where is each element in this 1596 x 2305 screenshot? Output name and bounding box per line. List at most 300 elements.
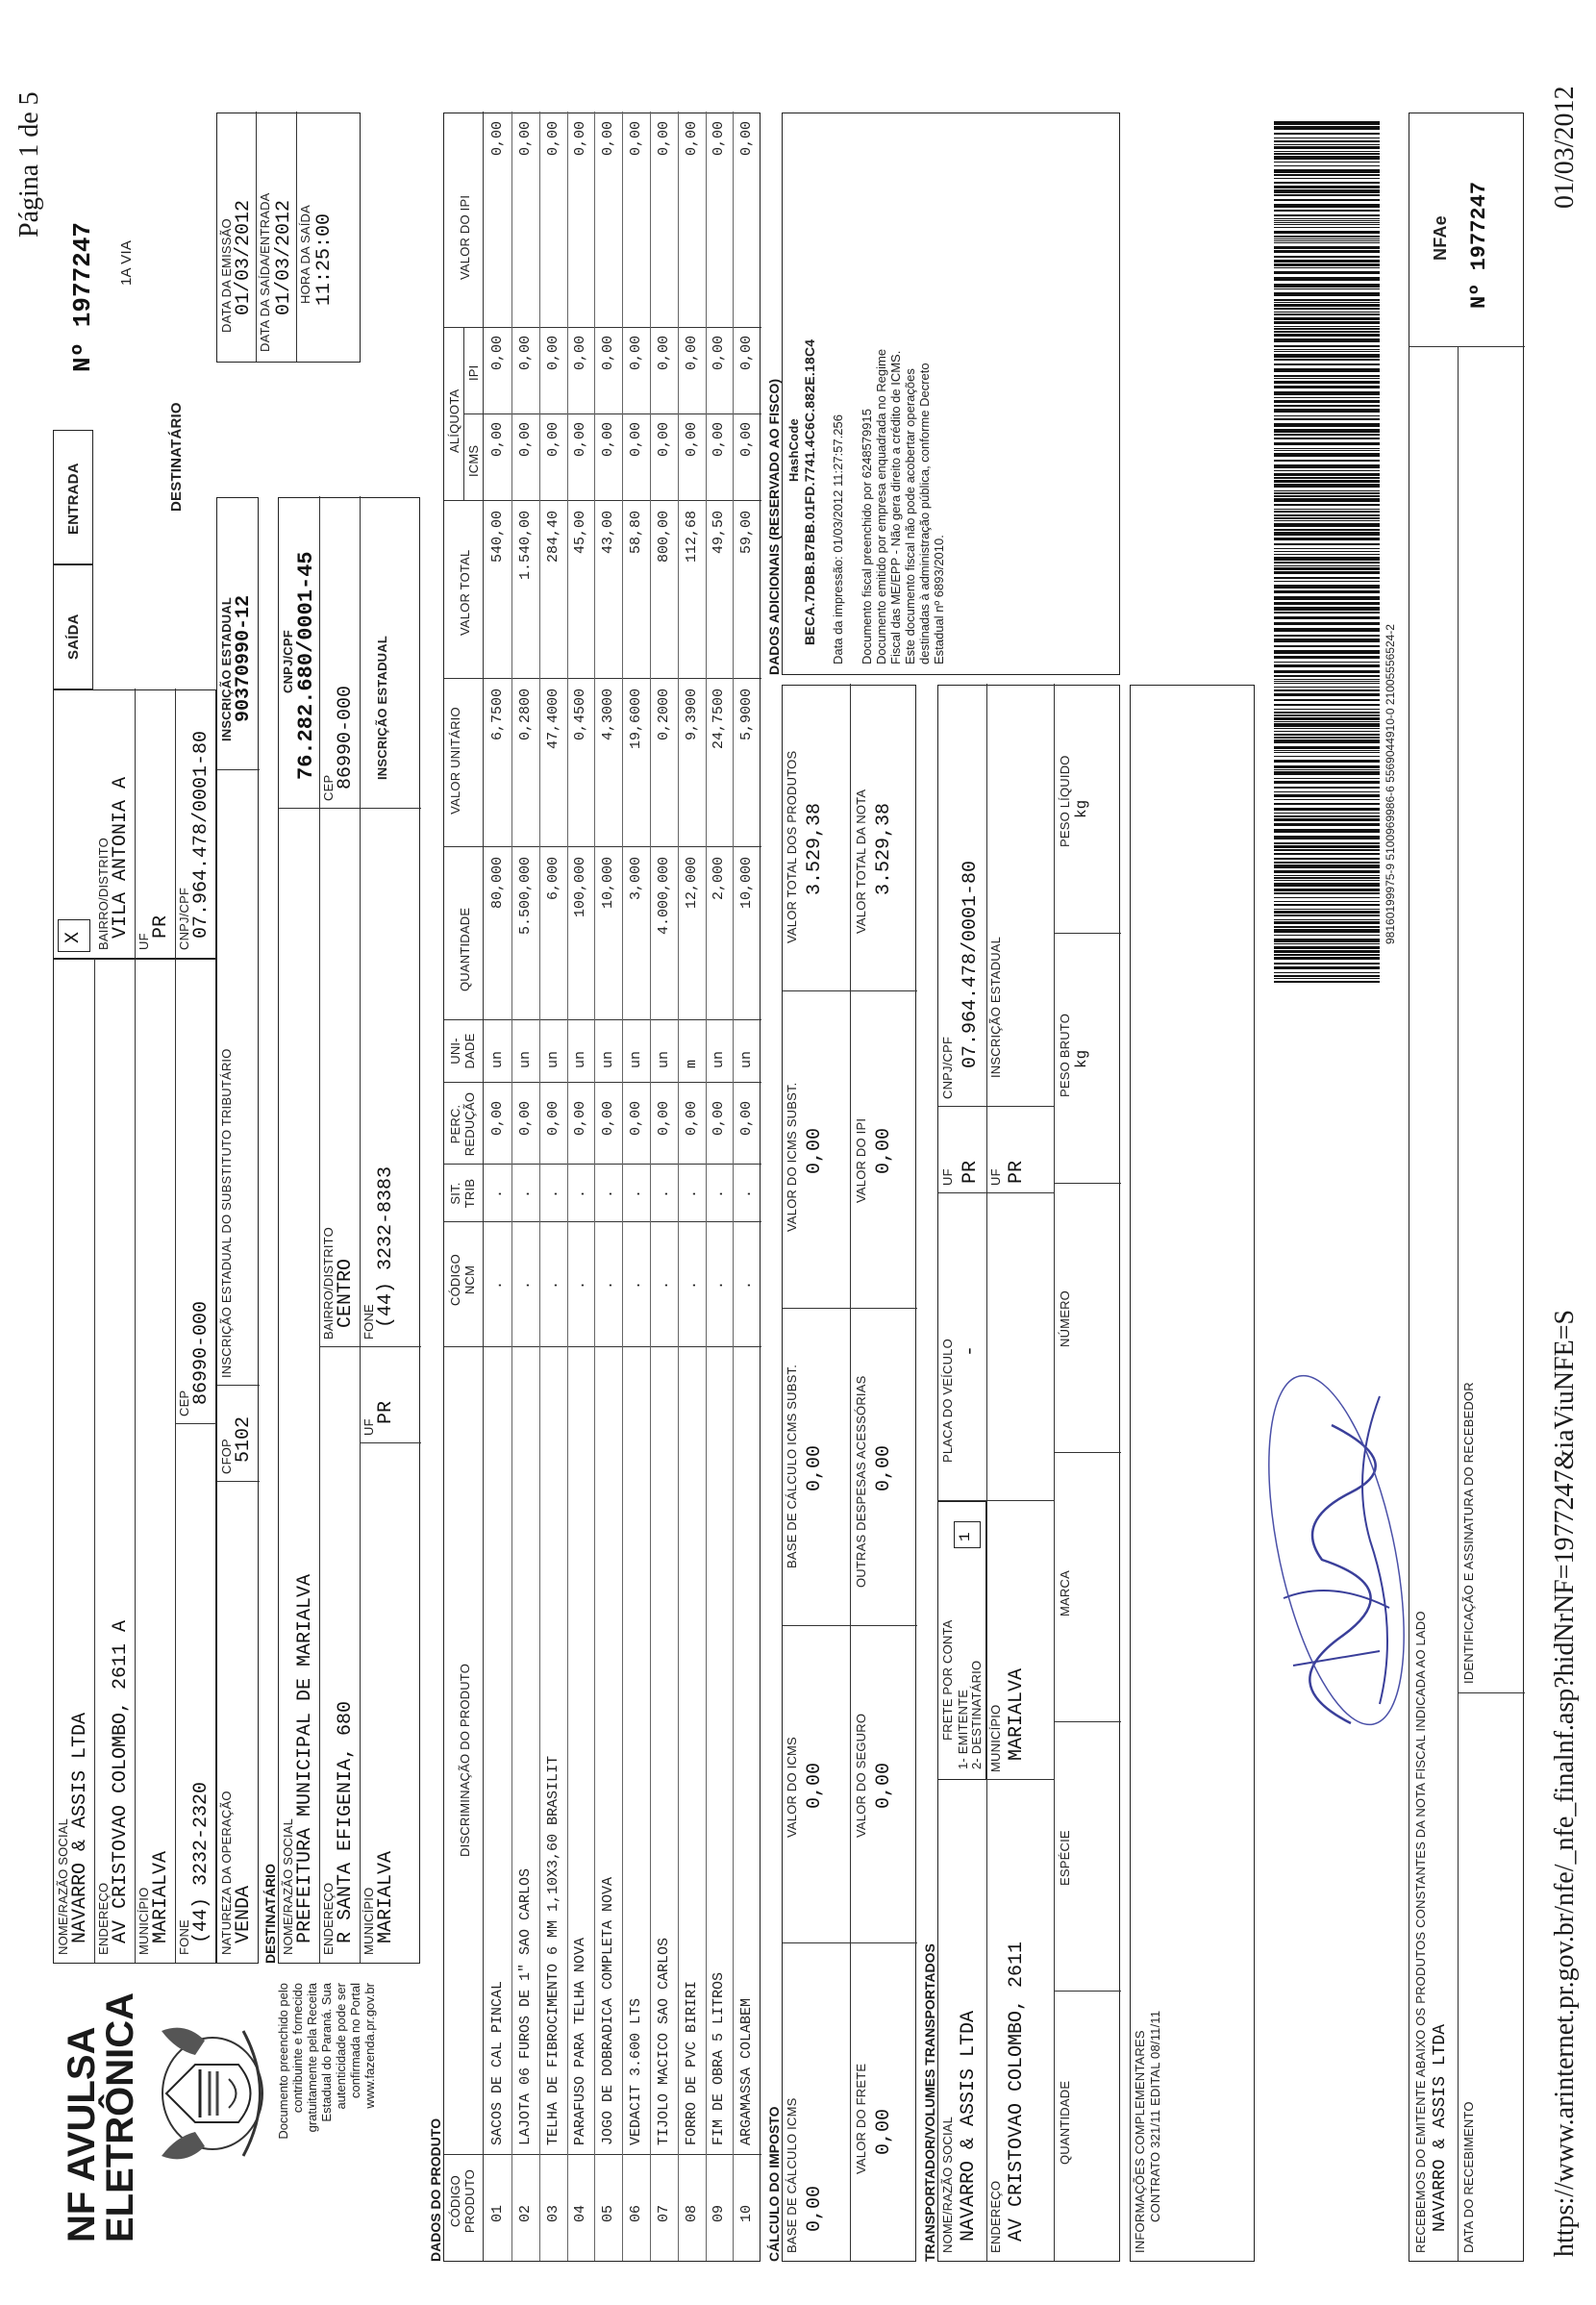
barcode-bar — [1274, 548, 1380, 549]
barcode-bar — [1274, 966, 1380, 969]
barcode-bar — [1274, 571, 1380, 574]
barcode-bar — [1274, 495, 1380, 497]
barcode-bar — [1274, 656, 1380, 659]
row-icms: 0,00 — [544, 422, 561, 458]
row-descricao: VEDACIT 3.600 LTS — [628, 1997, 644, 2145]
row-ncm: . — [544, 1280, 561, 1290]
barcode-bar — [1274, 386, 1380, 388]
total-produtos: 3.529,38 — [804, 802, 826, 895]
data-emissao: 01/03/2012 — [233, 199, 255, 315]
row-icms: 0,00 — [600, 422, 617, 458]
barcode-bar — [1274, 450, 1380, 451]
imposto-block: BASE DE CÁLCULO ICMS 0,00 VALOR DO ICMS 0,00 BASE DE CÁLCULO ICMS SUBST. 0,00 VALOR DO ICMS SUBST. 0,00 VALOR TOTAL DOS PRODUTOS 3.529,38 VALOR DO FRETE 0,00 VALOR DO SEGURO 0,00 OUTRAS DESPESAS ACESSÓRIAS 0,00 VALOR DO IPI 0,00 VALOR TOTAL DA NOTA 3.529,38 — [782, 685, 916, 2262]
barcode-bar — [1274, 378, 1380, 379]
barcode-bar — [1274, 981, 1380, 983]
barcode-bar — [1274, 359, 1380, 361]
row-valor-unitario: 4,3000 — [600, 689, 617, 741]
barcode-bar — [1274, 498, 1380, 502]
row-ncm: . — [489, 1280, 506, 1290]
barcode-bar — [1274, 146, 1380, 149]
base-icms-subst: 0,00 — [804, 1444, 826, 1491]
row-quantidade: 12,000 — [683, 857, 700, 910]
barcode-bar — [1274, 849, 1380, 851]
row-codigo: 01 — [489, 2204, 506, 2222]
barcode-bar — [1274, 484, 1380, 488]
barcode-bar — [1274, 418, 1380, 420]
row-valor-total: 45,00 — [572, 511, 589, 555]
nf-numero: Nº 1977247 — [68, 221, 97, 372]
barcode-bar — [1274, 892, 1380, 894]
barcode-bar — [1274, 935, 1380, 936]
barcode-bar — [1274, 926, 1380, 928]
saida-label: SAÍDA — [65, 614, 82, 660]
barcode-bar — [1274, 299, 1380, 301]
row-perc: 0,00 — [600, 1100, 617, 1136]
row-valor-ipi: 0,00 — [516, 121, 534, 157]
barcode-bar — [1274, 845, 1380, 848]
barcode-bar — [1274, 853, 1380, 855]
row-quantidade: 2,000 — [711, 857, 728, 901]
barcode-bar — [1274, 946, 1380, 949]
barcode-bar — [1274, 808, 1380, 811]
barcode-bar — [1274, 862, 1380, 864]
barcode-bar — [1274, 756, 1380, 757]
barcode-bar — [1274, 328, 1380, 330]
barcode-bar — [1274, 375, 1380, 377]
barcode-bar — [1274, 699, 1380, 701]
barcode-bar — [1274, 919, 1380, 920]
nota-fiscal — [53, 108, 1534, 2262]
imposto-section: CÁLCULO DO IMPOSTO — [766, 2106, 782, 2262]
barcode-bar — [1274, 222, 1380, 223]
barcode-bar — [1274, 292, 1380, 296]
barcode-bar — [1274, 224, 1380, 225]
barcode-bar — [1274, 151, 1380, 152]
barcode-bar — [1274, 602, 1380, 605]
barcode-bar — [1274, 687, 1380, 688]
barcode-bar — [1274, 363, 1380, 365]
barcode-bar — [1274, 714, 1380, 716]
row-quantidade: 100,000 — [572, 857, 589, 918]
barcode-bar — [1274, 739, 1380, 743]
barcode-bar — [1274, 210, 1380, 212]
barcode-bar — [1274, 909, 1380, 910]
barcode-bar — [1274, 639, 1380, 642]
barcode-bar — [1274, 260, 1380, 263]
row-icms: 0,00 — [738, 422, 756, 458]
valor-ipi-total: 0,00 — [873, 1127, 895, 1174]
row-sit: . — [738, 1189, 756, 1198]
row-valor-unitario: 47,4000 — [544, 689, 561, 750]
barcode-bar — [1274, 169, 1380, 173]
barcode-bar — [1274, 532, 1380, 536]
recibo-block: RECEBEMOS DO EMITENTE ABAIXO OS PRODUTOS CONSTANTES DA NOTA FISCAL INDICADA AO LADO NAVARRO & ASSIS LTDA DATA DO RECEBIMENTO IDENTIFICAÇÃO E ASSINATURA DO RECEBEDOR NFAe Nº 1977247 — [1409, 113, 1524, 2262]
barcode-bar — [1274, 750, 1380, 751]
barcode-bar — [1274, 182, 1380, 184]
row-perc: 0,00 — [711, 1100, 728, 1136]
barcode-bar — [1274, 529, 1380, 531]
barcode-bar — [1274, 400, 1380, 403]
row-ncm: . — [516, 1280, 534, 1290]
destinatario-cnpj: 76.282.680/0001-45 — [294, 551, 318, 780]
col-ipi: IPI — [466, 364, 481, 381]
barcode-bar — [1274, 271, 1380, 274]
row-valor-ipi: 0,00 — [544, 121, 561, 157]
barcode-bar — [1274, 165, 1380, 166]
row-valor-unitario: 9,3900 — [683, 689, 700, 741]
barcode-bar — [1274, 304, 1380, 307]
barcode-bar — [1274, 423, 1380, 427]
barcode-bar — [1274, 628, 1380, 632]
row-unidade: un — [628, 1050, 644, 1068]
table-row — [679, 112, 707, 2261]
barcode-bar — [1274, 975, 1380, 977]
barcode-bar — [1274, 765, 1380, 768]
barcode-bar — [1274, 914, 1380, 916]
row-sit: . — [655, 1189, 672, 1198]
emitente-uf: PR — [150, 914, 172, 939]
barcode-bar — [1274, 509, 1380, 510]
row-descricao: TIJOLO MACICO SAO CARLOS — [655, 1937, 672, 2145]
row-quantidade: 80,000 — [489, 857, 506, 910]
barcode-bar — [1274, 554, 1380, 555]
saida-checkbox: X — [58, 919, 90, 952]
row-ncm: . — [655, 1280, 672, 1290]
row-valor-total: 800,00 — [655, 511, 672, 564]
destinatario-nome: PREFEITURA MUNICIPAL DE MARIALVA — [294, 1573, 316, 1943]
dados-adicionais: DADOS ADICIONAIS (RESERVADO AO FISCO) HashCode BECA.7DBB.B7BB.01FD.7741.4C6C.882E.18C4 Data da impressão: 01/03/2012 11:27:57.256 Documento fiscal preenchido por 6248579915 Documento emitido por empresa enquadrada no Regime Fiscal das ME/EPP - Não gera direito a crédito de ICMS. Este documento fiscal não pode acobertar operações destinadas à administração pública, conforme Decreto Estadual nº 6893/2010. — [766, 113, 1120, 675]
barcode-bar — [1274, 815, 1380, 817]
row-codigo: 03 — [544, 2204, 561, 2222]
emitente-block: NOME/RAZÃO SOCIAL NAVARRO & ASSIS LTDA ENDEREÇO AV CRISTOVAO COLOMBO, 2611 A MUNICÍPIO MARIALVA FONE (44) 3232-2320 CEP 86990-000 — [53, 959, 216, 1964]
contrato-texto: CONTRATO 321/11 EDITAL 08/11/11 — [1148, 2010, 1162, 2222]
handwritten-signature-icon — [1235, 1358, 1428, 1742]
barcode-bar — [1274, 829, 1380, 833]
row-codigo: 10 — [738, 2204, 756, 2222]
barcode-bar — [1274, 194, 1380, 196]
barcode-bar — [1274, 681, 1380, 682]
barcode-bar — [1274, 954, 1380, 956]
row-unidade: un — [572, 1050, 589, 1068]
barcode-bar — [1274, 231, 1380, 234]
emitente-nome: NAVARRO & ASSIS LTDA — [69, 1712, 91, 1943]
barcode-bar — [1274, 728, 1380, 729]
barcode-bar — [1274, 480, 1380, 483]
barcode-bar — [1274, 391, 1380, 395]
destinatario-block: NOME/RAZÃO SOCIAL PREFEITURA MUNICIPAL DE MARIALVA CNPJ/CPF 76.282.680/0001-45 ENDEREÇO R SANTA EFIGENIA, 680 BAIRRO/DISTRITO CENTRO CEP 86990-000 MUNICÍPIO MARIALVA UF PR FONE (44) 3232-8383 INSCRIÇÃO ESTADUAL — [278, 497, 420, 1964]
col-unidade: UNI- DADE — [448, 1033, 477, 1069]
barcode-bar — [1274, 670, 1380, 673]
barcode-bar — [1274, 250, 1380, 253]
table-row — [540, 112, 568, 2261]
row-icms: 0,00 — [628, 422, 644, 458]
barcode-bar — [1274, 590, 1380, 593]
barcode-bar — [1274, 345, 1380, 347]
recibo-numero: Nº 1977247 — [1467, 181, 1491, 309]
row-ipi: 0,00 — [711, 336, 728, 371]
row-ipi: 0,00 — [489, 336, 506, 371]
destinatario-tipo-label: DESTINATÁRIO — [168, 402, 185, 512]
barcode-bar — [1274, 434, 1380, 436]
row-icms: 0,00 — [655, 422, 672, 458]
barcode-bar — [1274, 664, 1380, 667]
barcode-bar — [1274, 504, 1380, 506]
row-icms: 0,00 — [516, 422, 534, 458]
barcode-bar — [1274, 803, 1380, 805]
emitente-municipio: MARIALVA — [150, 1850, 172, 1943]
row-quantidade: 5.500,000 — [516, 857, 534, 936]
row-unidade: un — [711, 1050, 728, 1068]
row-valor-unitario: 0,2000 — [655, 689, 672, 741]
natureza-operacao: VENDA — [233, 1885, 255, 1943]
row-valor-unitario: 0,4500 — [572, 689, 589, 741]
transp-endereco: AV CRISTOVAO COLOMBO, 2611 — [1006, 1941, 1028, 2242]
row-ipi: 0,00 — [738, 336, 756, 371]
barcode-bar — [1274, 473, 1380, 476]
base-icms: 0,00 — [804, 2185, 826, 2232]
parana-crest-icon — [147, 2012, 272, 2175]
page-url[interactable]: https://www.arinternet.pr.gov.br/nfe/_nfe_finalnf.asp?hidNrNF=1977247&iaViuNFE=S — [1550, 1309, 1580, 2257]
row-valor-unitario: 6,7500 — [489, 689, 506, 741]
barcode-bar — [1274, 312, 1380, 313]
produtos-table — [443, 113, 761, 2262]
row-perc: 0,00 — [683, 1100, 700, 1136]
barcode-bar — [1274, 842, 1380, 844]
barcode — [1274, 117, 1380, 983]
row-sit: . — [711, 1189, 728, 1198]
valor-icms-subst: 0,00 — [804, 1127, 826, 1174]
barcode-bar — [1274, 858, 1380, 860]
row-ipi: 0,00 — [628, 336, 644, 371]
table-row — [651, 112, 679, 2261]
row-unidade: un — [516, 1050, 534, 1068]
row-unidade: un — [655, 1050, 672, 1068]
page-date: 01/03/2012 — [1550, 86, 1580, 209]
barcode-bar — [1274, 523, 1380, 527]
title-line2: ELETRÔNICA — [99, 1992, 141, 2242]
col-quantidade: QUANTIDADE — [458, 907, 472, 991]
nf-via: 1A VIA — [118, 239, 135, 286]
barcode-bar — [1274, 326, 1380, 327]
row-unidade: un — [544, 1050, 561, 1068]
barcode-bar — [1274, 781, 1380, 784]
barcode-bar — [1274, 737, 1380, 739]
barcode-bar — [1274, 662, 1380, 663]
barcode-bar — [1274, 581, 1380, 582]
row-ncm: . — [572, 1280, 589, 1290]
page-number: Página 1 de 5 — [14, 91, 44, 238]
header-brand — [53, 1973, 377, 2262]
row-valor-unitario: 5,9000 — [738, 689, 756, 741]
frete-valor: 1 — [957, 1532, 974, 1541]
barcode-bar — [1274, 186, 1380, 188]
barcode-bar — [1274, 836, 1380, 839]
row-perc: 0,00 — [516, 1100, 534, 1136]
row-codigo: 06 — [628, 2204, 644, 2222]
row-valor-ipi: 0,00 — [711, 121, 728, 157]
row-descricao: FIM DE OBRA 5 LITROS — [711, 1971, 728, 2145]
barcode-bar — [1274, 557, 1380, 561]
col-perc: PERC. REDUÇÃO — [448, 1091, 477, 1157]
barcode-bar — [1274, 520, 1380, 521]
barcode-bar — [1274, 712, 1380, 714]
barcode-bar — [1274, 490, 1380, 491]
col-icms: ICMS — [466, 444, 481, 477]
row-codigo: 05 — [600, 2204, 617, 2222]
barcode-bar — [1274, 429, 1380, 433]
row-valor-ipi: 0,00 — [489, 121, 506, 157]
table-row — [595, 112, 623, 2261]
barcode-bar — [1274, 904, 1380, 906]
recibo-emitente: NAVARRO & ASSIS LTDA — [1431, 2023, 1450, 2232]
row-ncm: . — [628, 1280, 644, 1290]
barcode-bar — [1274, 721, 1380, 722]
row-ipi: 0,00 — [572, 336, 589, 371]
col-aliquota: ALÍQUOTA — [447, 388, 461, 453]
barcode-bar — [1274, 218, 1380, 219]
barcode-bar — [1274, 883, 1380, 887]
frete-por-conta: FRETE POR CONTA 1- EMITENTE 2- DESTINATÁRIO 1 — [938, 1501, 986, 1780]
row-valor-total: 112,68 — [683, 511, 700, 564]
barcode-bar — [1274, 470, 1380, 471]
row-ipi: 0,00 — [683, 336, 700, 371]
table-row — [734, 112, 761, 2261]
row-quantidade: 10,000 — [600, 857, 617, 910]
data-impressao: Data da impressão: 01/03/2012 11:27:57.256 — [831, 414, 845, 664]
barcode-bar — [1274, 943, 1380, 944]
nf-number-block — [53, 113, 178, 391]
table-row — [623, 112, 651, 2261]
barcode-bar — [1274, 308, 1380, 310]
barcode-bar — [1274, 302, 1380, 303]
barcode-bar — [1274, 929, 1380, 933]
valor-seguro: 0,00 — [873, 1762, 895, 1809]
row-valor-total: 59,00 — [738, 511, 756, 555]
row-perc: 0,00 — [655, 1100, 672, 1136]
barcode-bar — [1274, 734, 1380, 736]
row-sit: . — [600, 1189, 617, 1198]
transp-uf2: PR — [1006, 1160, 1028, 1184]
table-row — [567, 112, 595, 2261]
row-sit: . — [544, 1189, 561, 1198]
row-quantidade: 3,000 — [628, 857, 644, 901]
barcode-bar — [1274, 238, 1380, 239]
emitente-cnpj: 07.964.478/0001-80 — [190, 730, 212, 939]
hash-code: BECA.7DBB.B7BB.01FD.7741.4C6C.882E.18C4 — [802, 338, 817, 645]
barcode-bar — [1274, 284, 1380, 288]
row-valor-total: 49,50 — [711, 511, 728, 555]
barcode-bar — [1274, 683, 1380, 684]
row-ipi: 0,00 — [655, 336, 672, 371]
row-descricao: LAJOTA 06 FUROS DE 1" SAO CARLOS — [516, 1867, 534, 2145]
row-ncm: . — [683, 1280, 700, 1290]
entrada-label: ENTRADA — [65, 463, 82, 535]
barcode-bar — [1274, 864, 1380, 868]
row-valor-ipi: 0,00 — [683, 121, 700, 157]
barcode-bar — [1274, 794, 1380, 797]
barcode-bar — [1274, 144, 1380, 145]
row-perc: 0,00 — [628, 1100, 644, 1136]
barcode-bar — [1274, 675, 1380, 677]
barcode-bar — [1274, 240, 1380, 241]
destinatario-fone: (44) 3232-8383 — [375, 1165, 397, 1328]
operacao-row: NATUREZA DA OPERAÇÃO VENDA CFOP 5102 INSCRIÇÃO ESTADUAL DO SUBSTITUTO TRIBUTÁRIO INSCRIÇÃO ESTADUAL 90370990-12 — [216, 497, 259, 1964]
barcode-bar — [1274, 799, 1380, 800]
row-descricao: TELHA DE FIBROCIMENTO 6 MM 1,10X3,60 BRASILIT — [544, 1755, 561, 2145]
row-unidade: un — [600, 1050, 617, 1068]
barcode-bar — [1274, 769, 1380, 770]
barcode-bar — [1274, 760, 1380, 763]
barcode-bar — [1274, 448, 1380, 449]
emitente-bairro: VILA ANTONIA A — [110, 776, 132, 939]
barcode-bar — [1274, 957, 1380, 960]
barcode-bar — [1274, 517, 1380, 519]
barcode-bar — [1274, 156, 1380, 160]
barcode-bar — [1274, 405, 1380, 407]
produtos-section: DADOS DO PRODUTO — [428, 2117, 443, 2262]
row-valor-unitario: 0,2800 — [516, 689, 534, 741]
destinatario-cep: 86990-000 — [335, 685, 357, 789]
table-row — [706, 112, 734, 2261]
barcode-bar — [1274, 877, 1380, 879]
barcode-bar — [1274, 354, 1380, 358]
barcode-bar — [1274, 189, 1380, 193]
barcode-bar — [1274, 596, 1380, 600]
row-descricao: FORRO DE PVC BIRIRI — [683, 1980, 700, 2145]
barcode-bar — [1274, 242, 1380, 243]
row-valor-total: 43,00 — [600, 511, 617, 555]
barcode-bar — [1274, 577, 1380, 579]
row-ipi: 0,00 — [600, 336, 617, 371]
barcode-bar — [1274, 321, 1380, 324]
row-ncm: . — [711, 1280, 728, 1290]
barcode-bar — [1274, 331, 1380, 333]
barcode-bar — [1274, 818, 1380, 821]
transp-nome: NAVARRO & ASSIS LTDA — [958, 2010, 980, 2242]
row-valor-total: 58,80 — [628, 511, 644, 555]
row-perc: 0,00 — [489, 1100, 506, 1136]
barcode-bar — [1274, 778, 1380, 779]
col-valor-unitario: VALOR UNITÁRIO — [448, 707, 462, 814]
barcode-bar — [1274, 227, 1380, 228]
barcode-bar — [1274, 442, 1380, 445]
transportador-section: TRANSPORTADOR/VOLUMES TRANSPORTADOS — [922, 1943, 937, 2262]
barcode-bar — [1274, 679, 1380, 680]
row-perc: 0,00 — [738, 1100, 756, 1136]
barcode-bar — [1274, 771, 1380, 775]
barcode-bar — [1274, 220, 1380, 221]
col-valor-total: VALOR TOTAL — [458, 549, 472, 636]
barcode-bar — [1274, 567, 1380, 570]
destinatario-municipio: MARIALVA — [375, 1850, 397, 1943]
barcode-bar — [1274, 214, 1380, 216]
texto-adicional: Documento fiscal preenchido por 6248579915 Documento emitido por empresa enquadrada no Regime Fiscal das ME/EPP - Não gera direito a crédito de ICMS. Este documento fiscal não pode acobertar operações destinadas à administração pública, conforme Decreto Estadual nº 6893/2010. — [860, 348, 946, 664]
table-row — [512, 112, 540, 2261]
row-icms: 0,00 — [711, 422, 728, 458]
info-complementares: INFORMAÇÕES COMPLEMENTARES CONTRATO 321/11 EDITAL 08/11/11 — [1130, 685, 1255, 2262]
cfop: 5102 — [233, 1416, 255, 1463]
barcode-bar — [1274, 349, 1380, 350]
portal-note: Documento preenchido pelo contribuinte e fornecido gratuitamente pela Receita Estadual do Paraná. Sua autenticidade pode ser confirmada no Portal www.fazenda.pr.gov.br — [276, 1983, 377, 2140]
nf-dates-block: DATA DA EMISSÃO 01/03/2012 DATA DA SAÍDA/ENTRADA 01/03/2012 HORA DA SAÍDA 11:25:00 — [216, 113, 361, 363]
barcode-bar — [1274, 126, 1380, 130]
emitente-block-right: X BAIRRO/DISTRITO VILA ANTONIA A UF PR CNPJ/CPF 07.964.478/0001-80 — [53, 689, 216, 959]
barcode-bar — [1274, 723, 1380, 727]
barcode-bar — [1274, 338, 1380, 342]
row-ncm: . — [738, 1280, 756, 1290]
barcode-bar — [1274, 709, 1380, 710]
total-nota: 3.529,38 — [873, 802, 895, 895]
